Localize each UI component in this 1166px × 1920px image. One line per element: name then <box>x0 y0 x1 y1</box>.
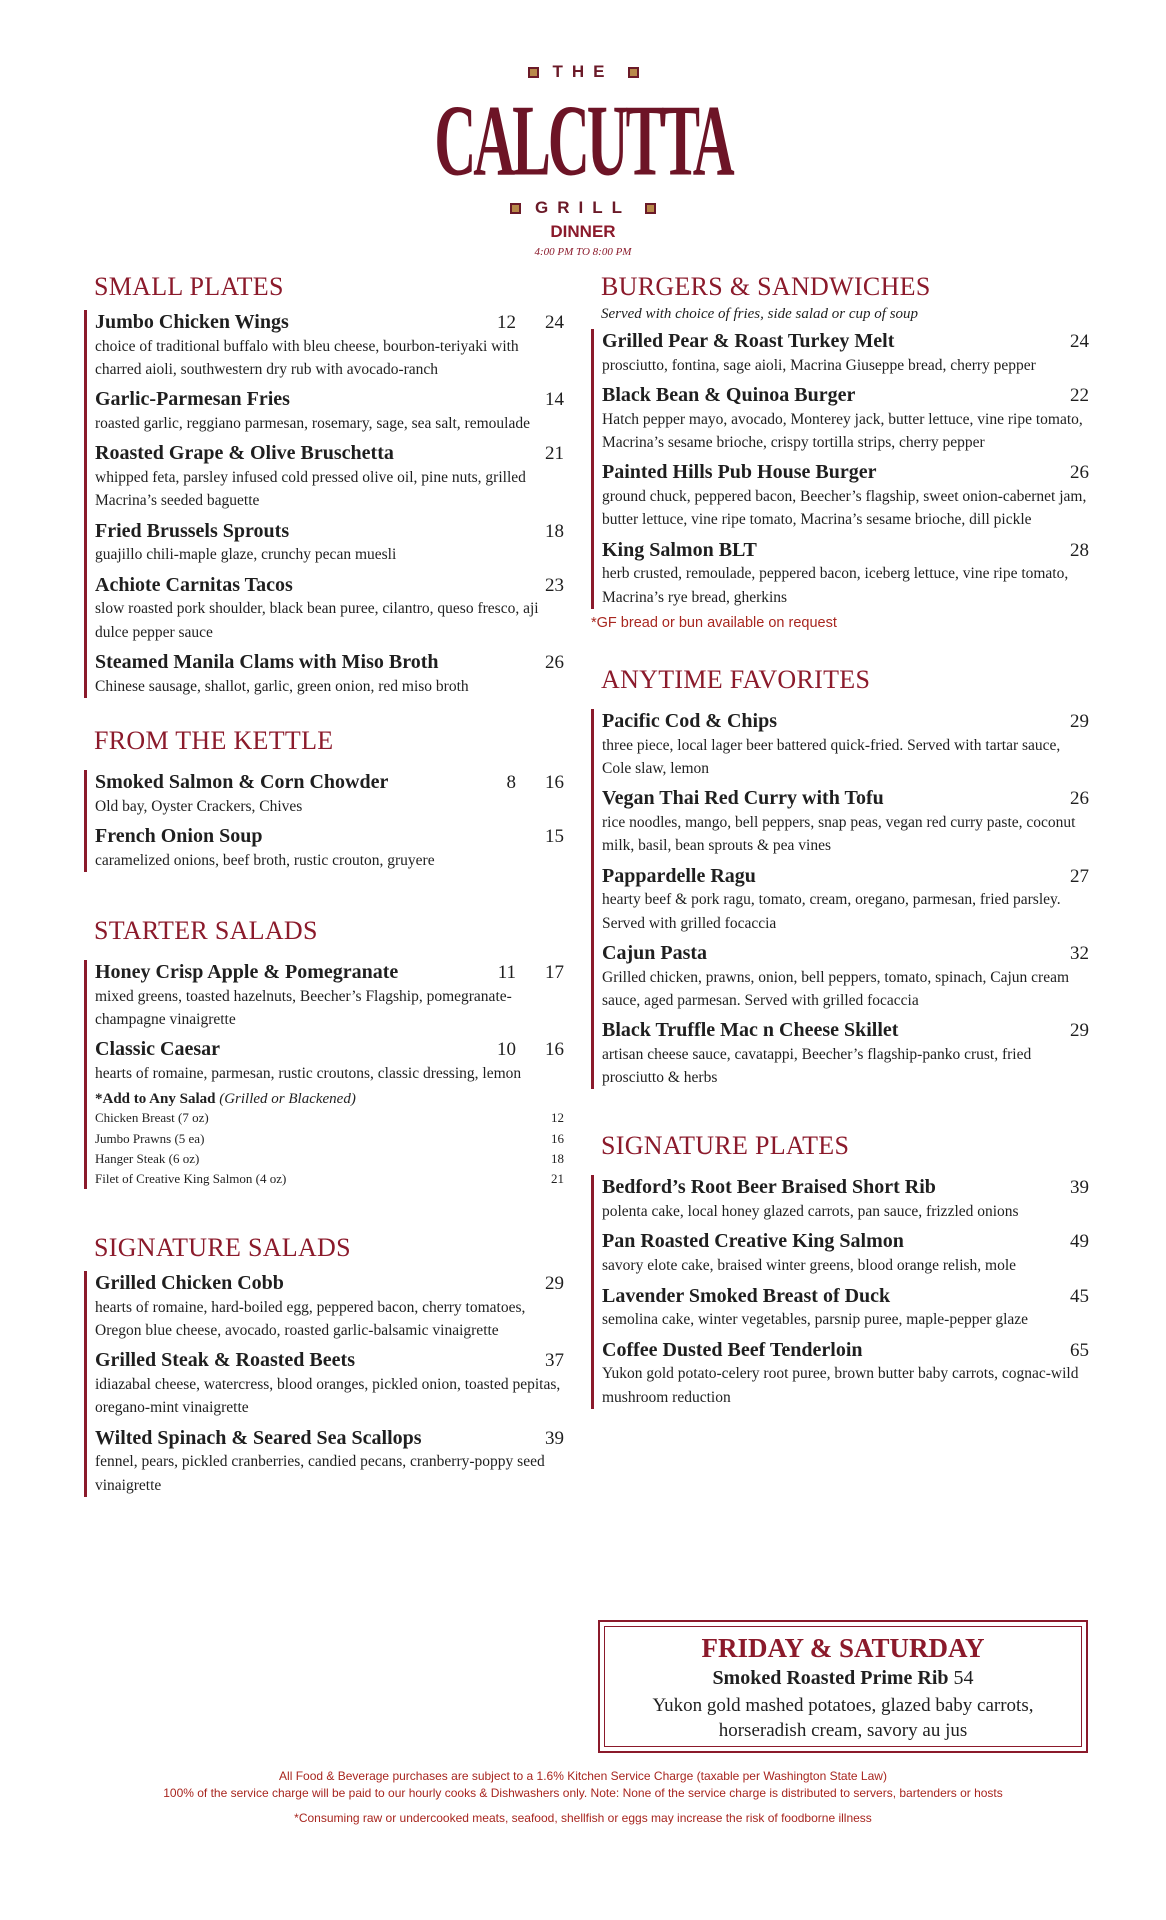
addon-title-text: *Add to Any Salad <box>95 1091 216 1108</box>
section-title: SMALL PLATES <box>94 272 284 301</box>
menu-item-head <box>95 441 564 466</box>
menu-item-description: rice noodles, mango, bell peppers, snap peas, vegan red curry paste, coconut milk, basil, bean sprouts & pea vines <box>602 814 1076 855</box>
menu-item-description: Chinese sausage, shallot, garlic, green onion, red miso broth <box>95 677 469 695</box>
addon-price: 21 <box>551 1170 564 1186</box>
menu-item-price: 22 <box>1070 385 1089 407</box>
gf-note: *GF bread or bun available on request <box>591 614 837 631</box>
ornament-icon <box>528 67 539 78</box>
menu-item-head <box>95 1037 564 1062</box>
menu-item-description: Hatch pepper mayo, avocado, Monterey jack, butter lettuce, vine ripe tomato, Macrina’s sesame brioche, crispy tortilla strips, cherry pepper <box>602 410 1083 452</box>
menu-item <box>95 310 564 381</box>
menu-item-name: Grilled Pear & Roast Turkey Melt <box>602 330 895 352</box>
menu-item-price: 16 <box>545 772 564 794</box>
addon-list <box>95 1108 564 1189</box>
menu-item-description: artisan cheese sauce, cavatappi, Beecher’s flagship-panko crust, fried prosciutto & herbs <box>602 1045 1032 1087</box>
addon-name: Hanger Steak (6 oz) <box>95 1150 200 1166</box>
menu-item-price: 14 <box>545 389 564 411</box>
menu-item-name: Grilled Steak & Roasted Beets <box>95 1349 355 1372</box>
menu-item-price: 28 <box>1070 539 1089 561</box>
menu-item <box>602 1175 1089 1223</box>
menu-item-name: Honey Crisp Apple & Pomegranate <box>95 961 399 984</box>
menu-items <box>591 1175 1089 1408</box>
menu-item-price: 16 <box>545 1039 564 1061</box>
menu-item-name: King Salmon BLT <box>602 538 757 561</box>
menu-item-name: Fried Brussels Sprouts <box>95 519 290 542</box>
section-title: ANYTIME FAVORITES <box>601 664 871 694</box>
addon-item <box>95 1108 564 1128</box>
menu-item-price: 26 <box>1070 788 1089 810</box>
menu-item-name: Black Bean & Quinoa Burger <box>602 384 856 407</box>
special-item <box>605 1667 1081 1690</box>
menu-item-price: 27 <box>1070 865 1089 887</box>
menu-item-price: 49 <box>1070 1231 1089 1253</box>
menu-item-price: 26 <box>545 651 564 673</box>
prime-rib-special <box>598 1620 1088 1753</box>
menu-item-name: Achiote Carnitas Tacos <box>95 573 293 596</box>
menu-item-head <box>95 770 564 795</box>
menu-item-name: Wilted Spinach & Seared Sea Scallops <box>95 1426 422 1449</box>
menu-item-name: Vegan Thai Red Curry with Tofu <box>602 787 884 810</box>
logo-grill: GRILL <box>535 198 631 217</box>
addon-price: 18 <box>551 1150 564 1166</box>
menu-item-description: polenta cake, local honey glazed carrots, pan sauce, frizzled onions <box>602 1203 1019 1221</box>
section-burgers <box>591 272 1089 631</box>
section-signature-plates <box>601 1131 1089 1408</box>
menu-item-description: fennel, pears, pickled cranberries, candied pecans, cranberry-poppy seed vinaigrette <box>95 1453 545 1494</box>
logo-name: CALCUTTA <box>434 83 732 197</box>
menu-item-description: whipped feta, parsley infused cold pressed olive oil, pine nuts, grilled Macrina’s seeded baguette <box>95 469 526 510</box>
menu-item-name: Smoked Salmon & Corn Chowder <box>95 771 389 794</box>
menu-item-name: Garlic-Parmesan Fries <box>95 388 290 411</box>
menu-item <box>95 650 564 698</box>
section-kettle <box>94 726 564 872</box>
menu-item-description: hearty beef & pork ragu, tomato, cream, oregano, parmesan, fried parsley. Served with grilled focaccia <box>602 891 1061 932</box>
menu-item-price: 24 <box>1070 331 1089 352</box>
menu-item-name: Lavender Smoked Breast of Duck <box>602 1284 891 1307</box>
menu-item-name: Pappardelle Ragu <box>602 864 756 887</box>
ornament-icon <box>510 203 521 214</box>
menu-item <box>602 864 1089 935</box>
section-title: SIGNATURE SALADS <box>94 1233 351 1263</box>
menu-item <box>95 960 564 1031</box>
menu-item-name: Cajun Pasta <box>602 941 708 964</box>
section-title: STARTER SALADS <box>94 916 318 946</box>
menu-item-price: 15 <box>545 826 564 848</box>
addon-price: 16 <box>551 1130 564 1146</box>
section-subtitle: Served with choice of fries, side salad or cup of soup <box>601 306 919 322</box>
menu-item-name: Black Truffle Mac n Cheese Skillet <box>602 1019 899 1042</box>
menu-item <box>95 1037 564 1085</box>
menu-item-name: Roasted Grape & Olive Bruschetta <box>95 442 394 465</box>
left-column <box>94 272 564 1521</box>
menu-item-price: 37 <box>545 1350 564 1372</box>
menu-item-head <box>95 1426 564 1451</box>
service-charge-detail: 100% of the service charge will be paid to our hourly cooks & Dishwashers only. Note: None of the service charge is distributed to servers, bartenders or hosts <box>163 1785 1003 1800</box>
menu-item <box>95 573 564 644</box>
menu-item-name: Painted Hills Pub House Burger <box>602 461 877 484</box>
menu-item <box>95 441 564 512</box>
meal-title: DINNER <box>550 222 616 241</box>
menu-items <box>84 310 564 698</box>
section-anytime <box>601 665 1089 1089</box>
menu-item-price: 26 <box>1070 462 1089 484</box>
menu-item-head <box>602 941 1089 966</box>
menu-item-description: three piece, local lager beer battered quick-fried. Served with tartar sauce, Cole slaw, lemon <box>602 736 1061 777</box>
menu-item <box>602 538 1089 609</box>
addon-item <box>95 1129 564 1149</box>
menu-item-description: mixed greens, toasted hazelnuts, Beecher’s Flagship, pomegranate-champagne vinaigrette <box>95 987 512 1029</box>
right-column <box>591 272 1089 1433</box>
menu-item-name: French Onion Soup <box>95 825 263 848</box>
menu-item <box>95 1348 564 1419</box>
menu-item-description: slow roasted pork shoulder, black bean puree, cilantro, queso fresco, aji dulce pepper sauce <box>95 600 539 641</box>
menu-item-head <box>95 1271 564 1296</box>
addon-title-note: (Grilled or Blackened) <box>219 1091 356 1108</box>
menu-item-price: 29 <box>545 1273 564 1295</box>
menu-item <box>95 1426 564 1497</box>
meal-hours: 4:00 PM TO 8:00 PM <box>534 246 632 258</box>
starter-item-list <box>95 960 564 1085</box>
menu-item-description: Grilled chicken, prawns, onion, bell peppers, tomato, spinach, Cajun cream sauce, aged parmesan. Served with grilled focaccia <box>602 968 1070 1009</box>
logo-top-row <box>0 62 1166 82</box>
menu-item-price-small: 10 <box>497 1039 516 1061</box>
menu-item-price: 17 <box>545 962 564 984</box>
menu-item <box>602 1338 1089 1409</box>
menu-item-price: 29 <box>1070 710 1089 732</box>
menu-item-description: hearts of romaine, hard-boiled egg, peppered bacon, cherry tomatoes, Oregon blue cheese, avocado, roasted garlic-balsamic vinaigrette <box>95 1298 526 1340</box>
menu-item-description: caramelized onions, beef broth, rustic crouton, gruyere <box>95 851 435 869</box>
service-charge-note: All Food & Beverage purchases are subject to a 1.6% Kitchen Service Charge (taxable per Washington State Law) <box>279 1769 887 1783</box>
menu-item-head <box>602 786 1089 811</box>
menu-item-head <box>602 709 1089 734</box>
section-starter-salads <box>94 916 564 1189</box>
addon-price: 12 <box>551 1110 564 1126</box>
menu-item-price-small: 11 <box>497 962 516 984</box>
menu-item <box>602 329 1089 377</box>
logo-the: THE <box>552 62 614 81</box>
menu-item-head <box>602 383 1089 408</box>
menu-item <box>602 941 1089 1012</box>
addon-name: Chicken Breast (7 oz) <box>95 1110 209 1126</box>
menu-item-head <box>95 310 564 335</box>
menu-item <box>602 1284 1089 1332</box>
addon-item <box>95 1169 564 1189</box>
menu-item-name: Classic Caesar <box>95 1038 220 1061</box>
menu-item-description: Old bay, Oyster Crackers, Chives <box>95 797 303 815</box>
menu-item-name: Bedford’s Root Beer Braised Short Rib <box>602 1176 936 1199</box>
menu-item-head <box>602 1018 1089 1043</box>
section-title: FROM THE KETTLE <box>94 726 334 756</box>
menu-item-head <box>602 1175 1089 1200</box>
menu-items <box>84 1271 564 1497</box>
menu-item-description: Yukon gold potato-celery root puree, brown butter baby carrots, cognac-wild mushroom reduction <box>602 1365 1079 1406</box>
section-title: BURGERS & SANDWICHES <box>601 272 931 301</box>
menu-item-price: 39 <box>1070 1177 1089 1199</box>
menu-item-head <box>602 460 1089 485</box>
menu-item-price: 29 <box>1070 1020 1089 1042</box>
addon-title <box>95 1091 564 1108</box>
menu-item-head <box>95 960 564 985</box>
menu-item-price: 65 <box>1070 1339 1089 1361</box>
ornament-icon <box>628 67 639 78</box>
ornament-icon <box>645 203 656 214</box>
special-desc-line: horseradish cream, savory au jus <box>718 1719 968 1741</box>
menu-item-description: ground chuck, peppered bacon, Beecher’s flagship, sweet onion-cabernet jam, butter lettuce, vine ripe tomato, Macrina’s sesame brioche, dill pickle <box>602 488 1087 529</box>
menu-items <box>84 770 564 872</box>
section-small-plates <box>94 272 564 698</box>
menu-item-price: 23 <box>545 574 564 596</box>
consumption-warning: *Consuming raw or undercooked meats, seafood, shellfish or eggs may increase the risk of foodborne illness <box>294 1810 872 1825</box>
menu-item-description: savory elote cake, braised winter greens, blood orange relish, mole <box>602 1257 1017 1275</box>
menu-item <box>95 387 564 435</box>
special-desc-line: Yukon gold mashed potatoes, glazed baby carrots, <box>652 1695 1034 1716</box>
menu-item-name: Grilled Chicken Cobb <box>95 1272 284 1295</box>
menu-items <box>591 709 1089 1089</box>
addon-item <box>95 1149 564 1169</box>
menu-item <box>602 1229 1089 1277</box>
menu-item-price: 21 <box>545 443 564 465</box>
menu-item-name: Pacific Cod & Chips <box>602 709 777 732</box>
menu-item <box>602 1018 1089 1089</box>
menu-item-head <box>602 864 1089 889</box>
section-signature-salads <box>94 1233 564 1497</box>
menu-item-head <box>95 573 564 598</box>
menu-item-head <box>95 824 564 849</box>
menu-item <box>602 460 1089 531</box>
special-item-price: 54 <box>953 1667 974 1689</box>
menu-item-head <box>95 1348 564 1373</box>
addon-name: Filet of Creative King Salmon (4 oz) <box>95 1170 287 1186</box>
menu-item <box>95 770 564 818</box>
menu-items <box>84 960 564 1189</box>
menu-item-price: 45 <box>1070 1285 1089 1307</box>
menu-item-description: hearts of romaine, parmesan, rustic croutons, classic dressing, lemon <box>95 1065 522 1083</box>
footer-notes <box>0 1768 1166 1826</box>
menu-item-description: guajillo chili-maple glaze, crunchy pecan muesli <box>95 546 397 564</box>
menu-item-description: choice of traditional buffalo with bleu cheese, bourbon-teriyaki with charred aioli, southwestern dry rub with avocado-ranch <box>95 337 519 379</box>
menu-item-price: 32 <box>1070 942 1089 964</box>
menu-item-description: prosciutto, fontina, sage aioli, Macrina Giuseppe bread, cherry pepper <box>602 356 1036 374</box>
menu-item <box>602 786 1089 857</box>
special-item-name: Smoked Roasted Prime Rib <box>712 1667 949 1689</box>
menu-item-description: herb crusted, remoulade, peppered bacon, iceberg lettuce, vine ripe tomato, Macrina’s rye bread, gherkins <box>602 565 1069 606</box>
menu-item <box>95 519 564 567</box>
menu-item <box>602 709 1089 780</box>
menu-item-name: Pan Roasted Creative King Salmon <box>602 1230 904 1253</box>
menu-item-description: roasted garlic, reggiano parmesan, rosemary, sage, sea salt, remoulade <box>95 415 530 433</box>
menu-item-head <box>602 538 1089 563</box>
menu-item-price: 18 <box>545 520 564 542</box>
menu-item-name: Jumbo Chicken Wings <box>95 311 289 333</box>
menu-item-head <box>602 1284 1089 1309</box>
menu-item-name: Steamed Manila Clams with Miso Broth <box>95 650 439 673</box>
menu-item-price-small: 8 <box>506 772 516 794</box>
menu-item-head <box>602 329 1089 354</box>
menu-item-price-small: 12 <box>497 312 516 333</box>
logo-bottom-row <box>0 198 1166 218</box>
restaurant-logo <box>0 62 1166 258</box>
menu-item-description: idiazabal cheese, watercress, blood oranges, pickled onion, toasted pepitas, oregano-mint vinaigrette <box>95 1376 561 1417</box>
menu-item <box>95 824 564 872</box>
menu-item-head <box>95 650 564 675</box>
menu-item-head <box>602 1229 1089 1254</box>
menu-item-description: semolina cake, winter vegetables, parsnip puree, maple-pepper glaze <box>602 1311 1029 1329</box>
menu-item-head <box>602 1338 1089 1363</box>
addon-name: Jumbo Prawns (5 ea) <box>95 1130 205 1146</box>
menu-item <box>602 383 1089 454</box>
menu-item-price: 24 <box>545 312 564 333</box>
special-title: FRIDAY & SATURDAY <box>701 1633 985 1663</box>
menu-item-name: Coffee Dusted Beef Tenderloin <box>602 1338 863 1361</box>
menu-item <box>95 1271 564 1342</box>
menu-item-head <box>95 519 564 544</box>
menu-items <box>591 329 1089 609</box>
prime-rib-inner <box>604 1626 1082 1747</box>
menu-item-price: 39 <box>545 1427 564 1449</box>
menu-item-head <box>95 387 564 412</box>
section-title: SIGNATURE PLATES <box>601 1131 850 1161</box>
